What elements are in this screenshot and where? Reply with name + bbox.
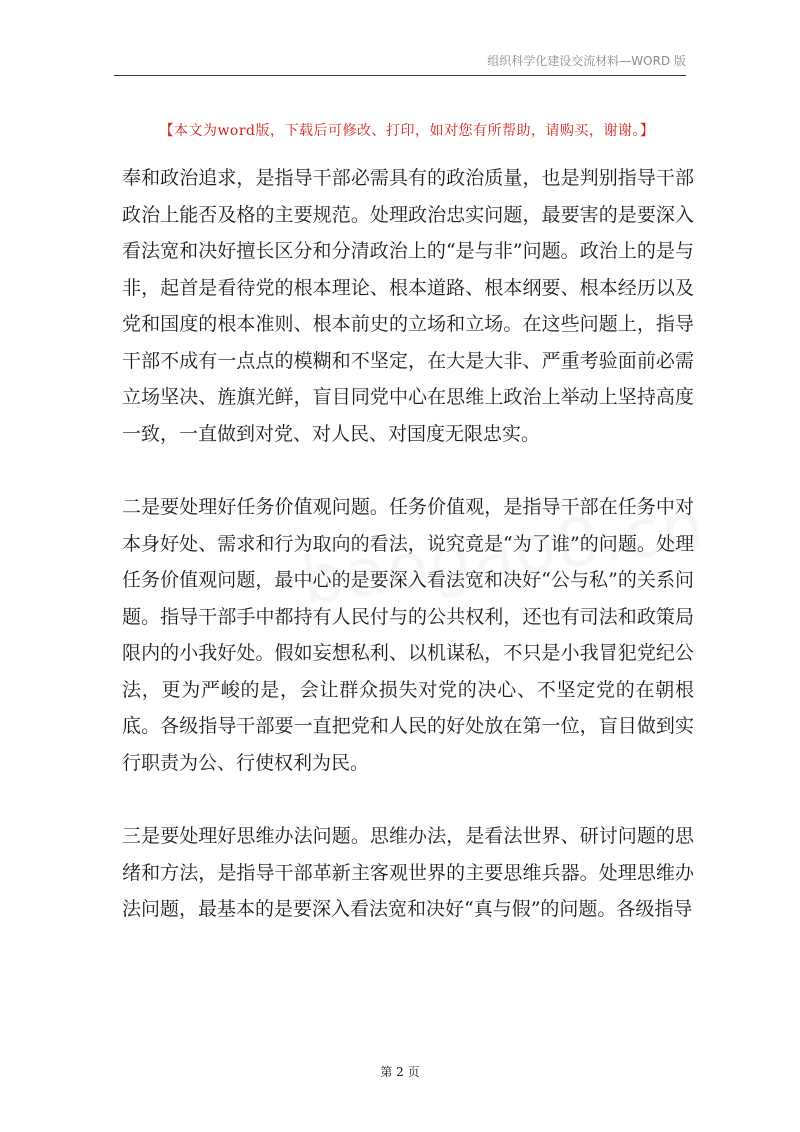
document-body — [122, 160, 694, 928]
paragraph-spacer — [122, 452, 694, 489]
paragraph-thinking-methods: 三是要处理好思维办法问题。思维办法，是看法世界、研讨问题的思绪和方法，是指导干部革新主客观世界的主要思维兵器。处理思维办法问题，最基本的是要深入看法宽和决好“真与假”的问题。各级指导 — [122, 825, 694, 920]
paragraph-spacer — [122, 781, 694, 818]
paragraph-political-loyalty: 奉和政治追求，是指导干部必需具有的政治质量，也是判别指导干部政治上能否及格的主要规范。处理政治忠实问题，最要害的是要深入看法宽和决好擅长区分和分清政治上的“是与非”问题。政治上的是与非，起首是看待党的根本理论、根本道路、根本纲要、根本经历以及党和国度的根本准则、根本前史的立场和立场。在这些问题上，指导干部不成有一点点的模糊和不坚定，在大是大非、严重考验面前必需立场坚决、旌旗光鲜，盲目同党中心在思维上政治上举动上坚持高度一致，一直做到对党、对人民、对国度无限忠实。 — [122, 167, 694, 445]
page-number: 第 2 页 — [380, 1065, 420, 1079]
purchase-notice: 【本文为word版，下载后可修改、打印，如对您有所帮助，请购买，谢谢。】 — [159, 123, 655, 139]
page-header: 组织科学化建设交流材料—WORD 版 — [114, 52, 686, 76]
paragraph-work-values: 二是要处理好任务价值观问题。任务价值观，是指导干部在任务中对本身好处、需求和行为取向的看法，说究竟是“为了谁”的问题。处理任务价值观问题，最中心的是要深入看法宽和决好“公与私”的关系问题。指导干部手中都持有人民付与的公共权利，还也有司法和政策局限内的小我好处。假如妄想私利、以机谋私，不只是小我冒犯党纪公法，更为严峻的是，会让群众损失对党的决心、不坚定党的在朝根底。各级指导干部要一直把党和人民的好处放在第一位，盲目做到实行职责为公、行使权利为民。 — [122, 496, 694, 774]
